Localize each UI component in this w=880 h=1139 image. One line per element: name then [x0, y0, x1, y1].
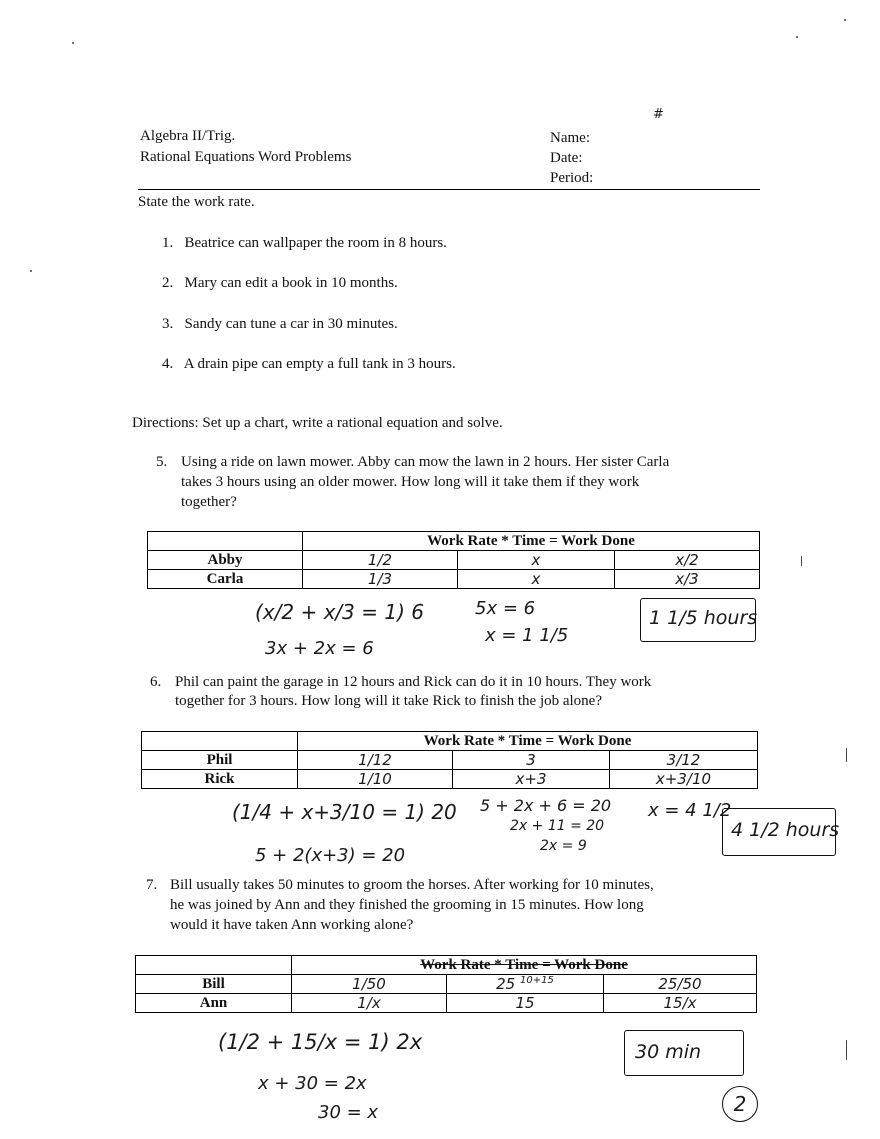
- row-label: Rick: [142, 770, 298, 789]
- answer-text: 1 1/5 hours: [649, 607, 758, 629]
- scan-speck: [796, 36, 798, 38]
- table-row: [136, 994, 757, 1013]
- done-cell: x+3/10: [610, 770, 758, 789]
- table-cell: [142, 732, 298, 751]
- problem-number: 7.: [146, 877, 158, 893]
- done-cell: 3/12: [610, 751, 758, 770]
- answer-text: 4 1/2 hours: [731, 819, 840, 841]
- handwritten-work: x = 4 1/2: [648, 800, 732, 821]
- scan-speck: [846, 1040, 847, 1060]
- handwritten-work: (1/2 + 15/x = 1) 2x: [218, 1030, 423, 1054]
- answer-box: [640, 598, 756, 642]
- handwritten-work: 2x = 9: [540, 838, 587, 854]
- period-label: Period:: [550, 170, 594, 186]
- work-rate-table: [147, 531, 760, 589]
- row-label: Abby: [148, 551, 303, 570]
- table-header-row: [142, 732, 758, 751]
- header-divider: [138, 189, 760, 190]
- time-cell: 15: [447, 994, 604, 1013]
- table-row: [136, 975, 757, 994]
- item-number: 4.: [162, 356, 174, 372]
- answer-box: [624, 1030, 744, 1076]
- table-header: Work Rate * Time = Work Done: [292, 956, 757, 975]
- table-header: Work Rate * Time = Work Done: [298, 732, 758, 751]
- time-note: 10+15: [520, 975, 554, 986]
- item-number: 2.: [162, 275, 174, 291]
- problem-line: Using a ride on lawn mower. Abby can mow the lawn in 2 hours. Her sister Carla: [181, 454, 670, 470]
- problem-line: would it have taken Ann working alone?: [170, 917, 414, 933]
- rate-cell: 1/10: [298, 770, 453, 789]
- name-label: Name:: [550, 130, 590, 146]
- handwritten-work: (x/2 + x/3 = 1) 6: [255, 600, 424, 624]
- date-label: Date:: [550, 150, 583, 166]
- row-label: Phil: [142, 751, 298, 770]
- handwritten-work: 30 = x: [318, 1102, 379, 1123]
- handwritten-work: x + 30 = 2x: [258, 1073, 367, 1094]
- table-row: [142, 751, 758, 770]
- problem-line: Phil can paint the garage in 12 hours and Rick can do it in 10 hours. They work: [175, 674, 652, 690]
- problem-number: 5.: [156, 454, 168, 470]
- handwritten-work: 3x + 2x = 6: [265, 638, 374, 659]
- time-cell: x+3: [453, 770, 610, 789]
- time-cell: [447, 975, 604, 994]
- rate-cell: 1/50: [292, 975, 447, 994]
- problem-line: together for 3 hours. How long will it take Rick to finish the job alone?: [175, 693, 603, 709]
- scan-speck: [30, 270, 32, 272]
- work-rate-table: [141, 731, 758, 789]
- table-row: [142, 770, 758, 789]
- table-header-row: [136, 956, 757, 975]
- section-instruction: State the work rate.: [138, 194, 255, 210]
- problem-line: takes 3 hours using an older mower. How long will it take them if they work: [181, 474, 640, 490]
- answer-text: 30 min: [635, 1041, 702, 1063]
- table-row: [148, 551, 760, 570]
- item-text: Beatrice can wallpaper the room in 8 hours.: [184, 235, 447, 251]
- time-cell: x: [458, 570, 615, 589]
- item-number: 1.: [162, 235, 174, 251]
- scan-speck: [72, 42, 74, 44]
- handwritten-work: 5 + 2(x+3) = 20: [255, 845, 406, 866]
- table-header-row: [148, 532, 760, 551]
- handwritten-work: 5x = 6: [475, 598, 536, 619]
- item-text: Sandy can tune a car in 30 minutes.: [184, 316, 398, 332]
- row-label: Carla: [148, 570, 303, 589]
- rate-cell: 1/2: [303, 551, 458, 570]
- directions: Directions: Set up a chart, write a rational equation and solve.: [132, 415, 503, 431]
- table-header: Work Rate * Time = Work Done: [303, 532, 760, 551]
- rate-cell: 1/12: [298, 751, 453, 770]
- done-cell: 25/50: [604, 975, 757, 994]
- answer-box: [722, 808, 840, 856]
- item-text: A drain pipe can empty a full tank in 3 hours.: [183, 356, 456, 372]
- number-hash: #: [653, 107, 664, 122]
- problem-number: 6.: [150, 674, 162, 690]
- table-row: [148, 570, 760, 589]
- handwritten-work: 2x + 11 = 20: [510, 818, 605, 834]
- problem-line: Bill usually takes 50 minutes to groom the horses. After working for 10 minutes,: [170, 877, 654, 893]
- handwritten-work: 5 + 2x + 6 = 20: [480, 796, 612, 815]
- course-title: Algebra II/Trig.: [140, 128, 236, 144]
- row-label: Ann: [136, 994, 292, 1013]
- row-label: Bill: [136, 975, 292, 994]
- problem-line: together?: [181, 494, 237, 510]
- list-item: [162, 354, 456, 374]
- table-cell: [148, 532, 303, 551]
- done-cell: x/3: [615, 570, 760, 589]
- worksheet-subtitle: Rational Equations Word Problems: [140, 149, 352, 165]
- scan-speck: [801, 556, 802, 566]
- item-text: Mary can edit a book in 10 months.: [184, 275, 398, 291]
- handwritten-work: x = 1 1/5: [485, 625, 569, 646]
- table-cell: [136, 956, 292, 975]
- time-cell: 3: [453, 751, 610, 770]
- rate-cell: 1/x: [292, 994, 447, 1013]
- time-cell: x: [458, 551, 615, 570]
- done-cell: x/2: [615, 551, 760, 570]
- time-value: 25: [496, 975, 516, 993]
- list-item: [162, 314, 398, 334]
- list-item: [162, 273, 398, 293]
- list-item: [162, 233, 447, 253]
- handwritten-work: (1/4 + x+3/10 = 1) 20: [232, 800, 457, 824]
- page-number-circle: 2: [722, 1086, 758, 1122]
- work-rate-table: [135, 955, 757, 1013]
- problem-line: he was joined by Ann and they finished the grooming in 15 minutes. How long: [170, 897, 644, 913]
- rate-cell: 1/3: [303, 570, 458, 589]
- scan-speck: [846, 748, 847, 762]
- done-cell: 15/x: [604, 994, 757, 1013]
- item-number: 3.: [162, 316, 174, 332]
- scan-speck: [844, 19, 846, 21]
